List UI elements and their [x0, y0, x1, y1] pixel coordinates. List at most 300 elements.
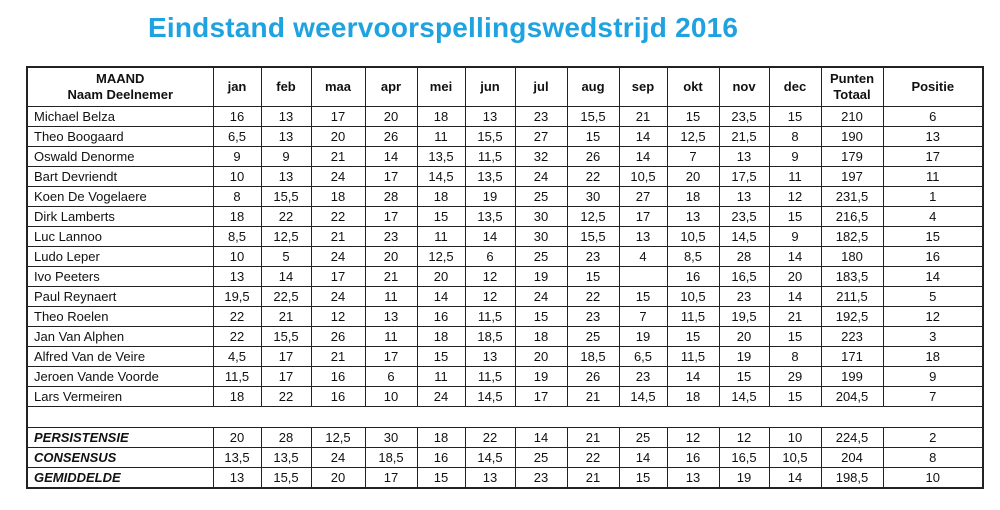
- month-score: 13: [667, 468, 719, 489]
- participant-label: Naam Deelnemer: [67, 87, 173, 102]
- month-score: 20: [417, 267, 465, 287]
- month-score: 18: [515, 327, 567, 347]
- month-score: 23,5: [719, 107, 769, 127]
- month-score: 26: [567, 367, 619, 387]
- month-score: 10: [213, 167, 261, 187]
- month-score: 14,5: [465, 448, 515, 468]
- total-points: 190: [821, 127, 883, 147]
- month-score: 15: [567, 267, 619, 287]
- month-score: 11,5: [213, 367, 261, 387]
- month-score: 13: [261, 127, 311, 147]
- month-score: 23: [567, 247, 619, 267]
- month-score: 11,5: [465, 147, 515, 167]
- table-row: [27, 428, 983, 448]
- month-score: 15: [417, 207, 465, 227]
- month-header: jan: [213, 67, 261, 107]
- month-score: 30: [365, 428, 417, 448]
- month-score: 20: [667, 167, 719, 187]
- month-score: [619, 267, 667, 287]
- total-label: Totaal: [833, 87, 871, 102]
- month-score: 19: [465, 187, 515, 207]
- month-score: 20: [311, 127, 365, 147]
- month-score: 20: [365, 247, 417, 267]
- month-score: 10: [365, 387, 417, 407]
- position-value: 1: [883, 187, 983, 207]
- month-score: 6: [465, 247, 515, 267]
- month-score: 21: [567, 428, 619, 448]
- position-value: 17: [883, 147, 983, 167]
- month-score: 13,5: [417, 147, 465, 167]
- month-score: 18: [213, 387, 261, 407]
- month-score: 20: [213, 428, 261, 448]
- month-score: 21: [365, 267, 417, 287]
- month-score: 18: [667, 387, 719, 407]
- month-score: 17: [365, 468, 417, 489]
- month-header: jul: [515, 67, 567, 107]
- month-score: 21: [261, 307, 311, 327]
- month-score: 9: [769, 147, 821, 167]
- month-score: 20: [365, 107, 417, 127]
- month-score: 11,5: [465, 307, 515, 327]
- position-value: 15: [883, 227, 983, 247]
- month-score: 17: [515, 387, 567, 407]
- month-score: 26: [311, 327, 365, 347]
- table-row: [27, 347, 983, 367]
- month-score: 24: [311, 448, 365, 468]
- spacer-cell: [27, 407, 983, 428]
- month-score: 13: [667, 207, 719, 227]
- month-label: MAAND: [96, 71, 145, 86]
- total-points: 204,5: [821, 387, 883, 407]
- month-score: 26: [567, 147, 619, 167]
- total-points: 224,5: [821, 428, 883, 448]
- total-points: 180: [821, 247, 883, 267]
- month-header: feb: [261, 67, 311, 107]
- participant-name: Jan Van Alphen: [27, 327, 213, 347]
- month-score: 25: [515, 247, 567, 267]
- month-score: 10,5: [769, 448, 821, 468]
- month-score: 15: [567, 127, 619, 147]
- position-value: 10: [883, 468, 983, 489]
- position-value: 7: [883, 387, 983, 407]
- month-score: 13,5: [465, 207, 515, 227]
- month-score: 19: [719, 347, 769, 367]
- month-header: sep: [619, 67, 667, 107]
- month-score: 9: [213, 147, 261, 167]
- month-score: 19,5: [719, 307, 769, 327]
- table-row: [27, 387, 983, 407]
- month-header: nov: [719, 67, 769, 107]
- month-score: 14: [769, 287, 821, 307]
- table-row: [27, 147, 983, 167]
- month-score: 19: [515, 267, 567, 287]
- month-score: 14,5: [619, 387, 667, 407]
- month-header: dec: [769, 67, 821, 107]
- month-score: 17: [261, 347, 311, 367]
- month-score: 25: [567, 327, 619, 347]
- month-score: 10,5: [619, 167, 667, 187]
- month-score: 29: [769, 367, 821, 387]
- month-score: 13: [719, 187, 769, 207]
- month-score: 10,5: [667, 227, 719, 247]
- month-score: 13: [213, 267, 261, 287]
- participant-name: Theo Boogaard: [27, 127, 213, 147]
- month-score: 28: [261, 428, 311, 448]
- participant-name: PERSISTENSIE: [27, 428, 213, 448]
- month-score: 17: [261, 367, 311, 387]
- page-title: Eindstand weervoorspellingswedstrijd 2016: [148, 12, 739, 43]
- month-score: 26: [365, 127, 417, 147]
- position-value: 8: [883, 448, 983, 468]
- month-score: 24: [311, 247, 365, 267]
- participant-name: Michael Belza: [27, 107, 213, 127]
- month-score: 12,5: [417, 247, 465, 267]
- month-score: 21: [311, 147, 365, 167]
- month-score: 11: [365, 287, 417, 307]
- month-score: 12,5: [261, 227, 311, 247]
- month-score: 12: [667, 428, 719, 448]
- month-header: jun: [465, 67, 515, 107]
- table-row: [27, 227, 983, 247]
- month-score: 19: [515, 367, 567, 387]
- table-row: [27, 307, 983, 327]
- month-score: 14: [261, 267, 311, 287]
- total-points: 183,5: [821, 267, 883, 287]
- month-score: 24: [311, 167, 365, 187]
- month-score: 22: [567, 167, 619, 187]
- table-row: [27, 107, 983, 127]
- month-score: 18: [667, 187, 719, 207]
- position-header: Positie: [883, 67, 983, 107]
- month-score: 22,5: [261, 287, 311, 307]
- month-score: 14: [417, 287, 465, 307]
- month-score: 6: [365, 367, 417, 387]
- month-score: 15: [719, 367, 769, 387]
- month-score: 15: [769, 107, 821, 127]
- month-score: 21: [769, 307, 821, 327]
- month-score: 4,5: [213, 347, 261, 367]
- participant-name: Jeroen Vande Voorde: [27, 367, 213, 387]
- month-score: 13,5: [261, 448, 311, 468]
- participant-name: CONSENSUS: [27, 448, 213, 468]
- table-row: [27, 247, 983, 267]
- month-score: 23,5: [719, 207, 769, 227]
- month-score: 17: [311, 107, 365, 127]
- month-score: 20: [515, 347, 567, 367]
- month-score: 23: [515, 468, 567, 489]
- month-score: 9: [261, 147, 311, 167]
- month-score: 22: [213, 307, 261, 327]
- month-score: 30: [567, 187, 619, 207]
- month-score: 18: [417, 428, 465, 448]
- month-score: 17,5: [719, 167, 769, 187]
- month-score: 14,5: [719, 227, 769, 247]
- total-points: 192,5: [821, 307, 883, 327]
- position-value: 2: [883, 428, 983, 448]
- month-score: 18,5: [465, 327, 515, 347]
- month-score: 23: [515, 107, 567, 127]
- month-score: 17: [365, 347, 417, 367]
- month-score: 22: [213, 327, 261, 347]
- participant-name: Oswald Denorme: [27, 147, 213, 167]
- month-score: 24: [515, 287, 567, 307]
- month-score: 12: [769, 187, 821, 207]
- standings-table: [26, 66, 984, 489]
- month-score: 11,5: [667, 307, 719, 327]
- month-score: 21: [567, 468, 619, 489]
- month-score: 13: [261, 107, 311, 127]
- month-score: 32: [515, 147, 567, 167]
- month-score: 27: [619, 187, 667, 207]
- total-points: 216,5: [821, 207, 883, 227]
- month-score: 15,5: [261, 327, 311, 347]
- month-score: 11,5: [465, 367, 515, 387]
- month-score: 19,5: [213, 287, 261, 307]
- month-score: 22: [465, 428, 515, 448]
- month-score: 30: [515, 227, 567, 247]
- month-score: 12,5: [311, 428, 365, 448]
- total-points: 210: [821, 107, 883, 127]
- month-score: 24: [311, 287, 365, 307]
- month-score: 25: [619, 428, 667, 448]
- table-row: [27, 448, 983, 468]
- month-score: 23: [719, 287, 769, 307]
- table-row: [27, 127, 983, 147]
- table-row: [27, 367, 983, 387]
- month-score: 15: [417, 468, 465, 489]
- month-score: 14: [619, 127, 667, 147]
- month-score: 10: [769, 428, 821, 448]
- position-value: 3: [883, 327, 983, 347]
- month-score: 8,5: [213, 227, 261, 247]
- month-score: 15: [515, 307, 567, 327]
- month-score: 20: [769, 267, 821, 287]
- month-score: 15: [667, 107, 719, 127]
- month-score: 17: [365, 167, 417, 187]
- month-score: 16: [311, 367, 365, 387]
- month-score: 18,5: [567, 347, 619, 367]
- month-score: 6,5: [213, 127, 261, 147]
- month-header: okt: [667, 67, 719, 107]
- month-score: 24: [417, 387, 465, 407]
- month-score: 13: [261, 167, 311, 187]
- month-score: 11: [769, 167, 821, 187]
- month-score: 14,5: [417, 167, 465, 187]
- month-score: 13: [619, 227, 667, 247]
- month-score: 11: [417, 367, 465, 387]
- month-score: 13: [465, 468, 515, 489]
- month-score: 19: [619, 327, 667, 347]
- month-score: 15,5: [261, 187, 311, 207]
- month-score: 21: [311, 347, 365, 367]
- month-score: 12: [311, 307, 365, 327]
- month-score: 24: [515, 167, 567, 187]
- table-row: [27, 167, 983, 187]
- month-score: 15,5: [567, 107, 619, 127]
- participant-name: Paul Reynaert: [27, 287, 213, 307]
- month-score: 23: [567, 307, 619, 327]
- month-score: 12: [465, 267, 515, 287]
- month-score: 16: [667, 267, 719, 287]
- total-points: 171: [821, 347, 883, 367]
- month-score: 16,5: [719, 267, 769, 287]
- position-value: 9: [883, 367, 983, 387]
- month-score: 8: [769, 127, 821, 147]
- month-score: 14: [769, 247, 821, 267]
- month-score: 14: [465, 227, 515, 247]
- header-row: [27, 67, 983, 107]
- month-score: 18: [417, 107, 465, 127]
- stat-rows: [27, 428, 983, 489]
- total-points: 231,5: [821, 187, 883, 207]
- month-score: 21: [567, 387, 619, 407]
- table-row: [27, 207, 983, 227]
- month-score: 8: [213, 187, 261, 207]
- month-score: 14: [365, 147, 417, 167]
- participant-name: Bart Devriendt: [27, 167, 213, 187]
- month-score: 13: [365, 307, 417, 327]
- month-score: 16: [417, 448, 465, 468]
- month-score: 25: [515, 187, 567, 207]
- month-score: 17: [365, 207, 417, 227]
- month-score: 21,5: [719, 127, 769, 147]
- month-score: 15,5: [567, 227, 619, 247]
- month-score: 16: [213, 107, 261, 127]
- month-score: 17: [311, 267, 365, 287]
- month-score: 25: [515, 448, 567, 468]
- month-score: 14: [515, 428, 567, 448]
- month-score: 18: [311, 187, 365, 207]
- participant-name: Koen De Vogelaere: [27, 187, 213, 207]
- month-score: 12,5: [667, 127, 719, 147]
- month-score: 30: [515, 207, 567, 227]
- total-points: 179: [821, 147, 883, 167]
- month-score: 14: [769, 468, 821, 489]
- month-score: 8,5: [667, 247, 719, 267]
- total-points: 199: [821, 367, 883, 387]
- total-points: 204: [821, 448, 883, 468]
- month-score: 22: [261, 387, 311, 407]
- participant-name: Luc Lannoo: [27, 227, 213, 247]
- month-score: 23: [365, 227, 417, 247]
- total-points: 211,5: [821, 287, 883, 307]
- month-score: 4: [619, 247, 667, 267]
- month-score: 13: [465, 347, 515, 367]
- month-score: 18: [417, 187, 465, 207]
- table-row: [27, 267, 983, 287]
- month-score: 16: [667, 448, 719, 468]
- participant-name: Theo Roelen: [27, 307, 213, 327]
- month-score: 11: [365, 327, 417, 347]
- total-points: 223: [821, 327, 883, 347]
- month-header: apr: [365, 67, 417, 107]
- total-points: 198,5: [821, 468, 883, 489]
- month-score: 23: [619, 367, 667, 387]
- month-score: 19: [719, 468, 769, 489]
- month-score: 28: [719, 247, 769, 267]
- table-row: [27, 187, 983, 207]
- month-score: 18: [417, 327, 465, 347]
- month-score: 10,5: [667, 287, 719, 307]
- month-header: maa: [311, 67, 365, 107]
- month-score: 7: [619, 307, 667, 327]
- position-value: 12: [883, 307, 983, 327]
- month-header: mei: [417, 67, 465, 107]
- position-value: 13: [883, 127, 983, 147]
- position-value: 11: [883, 167, 983, 187]
- month-score: 6,5: [619, 347, 667, 367]
- month-score: 13: [719, 147, 769, 167]
- participant-name: GEMIDDELDE: [27, 468, 213, 489]
- spacer-row: [27, 407, 983, 428]
- total-points: 182,5: [821, 227, 883, 247]
- month-score: 21: [619, 107, 667, 127]
- month-score: 11: [417, 127, 465, 147]
- month-score: 18,5: [365, 448, 417, 468]
- month-score: 13: [213, 468, 261, 489]
- month-score: 15: [769, 207, 821, 227]
- month-score: 17: [619, 207, 667, 227]
- month-score: 16,5: [719, 448, 769, 468]
- month-score: 20: [719, 327, 769, 347]
- month-score: 18: [213, 207, 261, 227]
- month-score: 16: [311, 387, 365, 407]
- month-score: 14: [667, 367, 719, 387]
- month-score: 28: [365, 187, 417, 207]
- month-score: 22: [567, 448, 619, 468]
- position-value: 4: [883, 207, 983, 227]
- month-score: 27: [515, 127, 567, 147]
- month-score: 15: [619, 287, 667, 307]
- month-score: 5: [261, 247, 311, 267]
- month-score: 9: [769, 227, 821, 247]
- month-score: 12: [719, 428, 769, 448]
- month-score: 21: [311, 227, 365, 247]
- month-header: aug: [567, 67, 619, 107]
- table-row: [27, 468, 983, 489]
- month-score: 12: [465, 287, 515, 307]
- month-score: 22: [311, 207, 365, 227]
- corner-header: [27, 67, 213, 107]
- participant-name: Ludo Leper: [27, 247, 213, 267]
- month-score: 7: [667, 147, 719, 167]
- position-value: 6: [883, 107, 983, 127]
- month-score: 16: [417, 307, 465, 327]
- table-row: [27, 327, 983, 347]
- position-value: 14: [883, 267, 983, 287]
- month-score: 15: [667, 327, 719, 347]
- participant-name: Ivo Peeters: [27, 267, 213, 287]
- month-score: 20: [311, 468, 365, 489]
- month-score: 14,5: [465, 387, 515, 407]
- month-score: 10: [213, 247, 261, 267]
- month-score: 11: [417, 227, 465, 247]
- participant-name: Alfred Van de Veire: [27, 347, 213, 367]
- month-score: 15,5: [465, 127, 515, 147]
- month-score: 22: [567, 287, 619, 307]
- month-score: 13: [465, 107, 515, 127]
- month-score: 13,5: [213, 448, 261, 468]
- month-score: 15: [769, 327, 821, 347]
- month-score: 8: [769, 347, 821, 367]
- month-score: 22: [261, 207, 311, 227]
- position-value: 5: [883, 287, 983, 307]
- position-value: 16: [883, 247, 983, 267]
- month-score: 14,5: [719, 387, 769, 407]
- month-score: 14: [619, 448, 667, 468]
- month-score: 15,5: [261, 468, 311, 489]
- position-value: 18: [883, 347, 983, 367]
